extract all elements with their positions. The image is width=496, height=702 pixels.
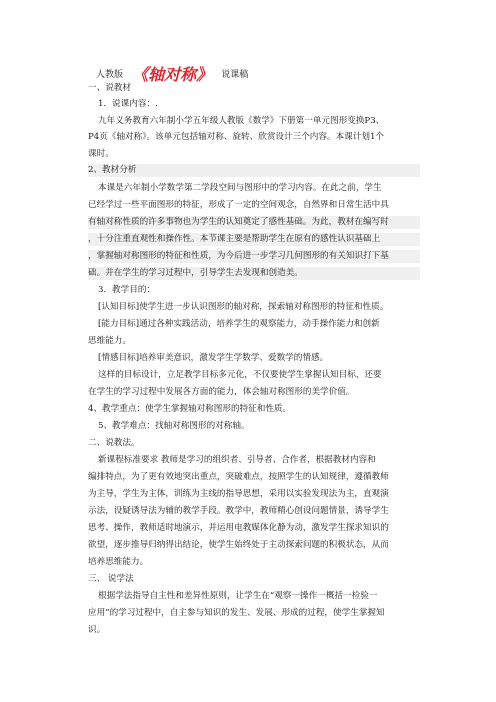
paragraph-line: 在学生的学习过程中发展各方面的能力，体会轴对称图形的美学价值。 [88,387,355,397]
section-heading: 二、说教法。 [88,438,140,448]
paragraph-line: 有轴对称性质的许多事物也为学生的认知奠定了感性基础。为此，教材在编写时 [88,216,420,229]
paragraph-line: 欲望，逐步推导归纳得出结论，使学生始终处于主动探索问题的积极状态，从而 [88,540,389,550]
paragraph-line: ，掌握轴对称图形的特征和性质，为今后进一步学习几何图形的有关知识打下基 [88,250,420,263]
paragraph-line: 示法，设疑诱导法为辅的教学手段。教学中，教师精心创设问题情景，诱导学生 [88,506,389,516]
paragraph-line: 5、教学难点：找轴对称图形的对称轴。 [98,421,250,431]
title-main: 《轴对称》 [132,65,213,84]
paragraph-line: 已经学过一些平面图形的特征，形成了一定的空间观念，自然界和日常生活中具 [88,200,389,210]
subsection-heading: 1．说课内容：. [98,99,158,109]
paragraph-line: [认知目标]使学生进一步认识图形的轴对称，探索轴对称图形的特征和性质。 [98,302,389,312]
paragraph-line: 根据学法指导自主性和差异性原则，让学生在“观察一操作一概括一检验一 [98,591,378,601]
paragraph-line: 应用”的学习过程中，自主参与知识的发生、发展、形成的过程，使学生掌握知 [88,608,385,618]
paragraph-line: 础。并在学生的学习过程中，引导学生去发现和创造美。 [88,267,420,280]
paragraph-line: [情感目标]培养审美意识，激发学生学数学、爱数学的情感。 [98,353,329,363]
paragraph-line: 为主导，学生为主体，训练为主线的指导思想，采用以实验发现法为主，直观演 [88,489,389,499]
paragraph-line: 思考、操作，教师适时地演示，并运用电教媒体化静为动，激发学生探求知识的 [88,523,389,533]
title-suffix: 说课稿 [221,70,249,80]
section-heading: 三、 说学法 [88,574,134,584]
paragraph-line: [能力目标]通过各种实践活动，培养学生的观察能力，动手操作能力和创新 [98,319,380,329]
paragraph-line: 思维能力。 [88,336,131,346]
document-title [96,62,248,82]
paragraph-line: 本课是六年制小学数学第二学段空间与图形中的学习内容。在此之前，学生 [98,183,382,193]
paragraph-line: 识。 [88,625,106,635]
title-prefix: 人教版 [96,70,124,80]
paragraph-line: 新课程标准要求 教师是学习的组织者、引导者、合作者，根据教材内容和 [98,455,376,465]
paragraph-line: 九年义务教育六年制小学五年级人教版《数学》下册第一单元图形变换P3、 [98,116,385,126]
paragraph-line: 编排特点，为了更有效地突出重点，突破难点，按照学生的认知规律，遵循教师 [88,472,389,482]
paragraph-line: P4页《轴对称》。该单元包括轴对称、旋转、欣赏设计三个内容。本课计划1个 [88,132,385,142]
paragraph-line: 培养思维能力。 [88,557,149,567]
paragraph-line: 这样的目标设计，立足教学目标多元化，不仅要使学生掌握认知目标，还要 [98,370,382,380]
subsection-heading: 2、教材分析 [88,164,420,177]
paragraph-line: 课时。 [88,149,114,159]
subsection-heading: 3．教学目的： [98,285,156,295]
paragraph-line: 4、教学重点：使学生掌握轴对称图形的特征和性质。 [88,404,292,414]
paragraph-line: ，十分注重直观性和操作性。本节课主要是帮助学生在原有的感性认识基础上 [88,233,420,246]
section-heading: 一、说教材 [88,83,131,93]
